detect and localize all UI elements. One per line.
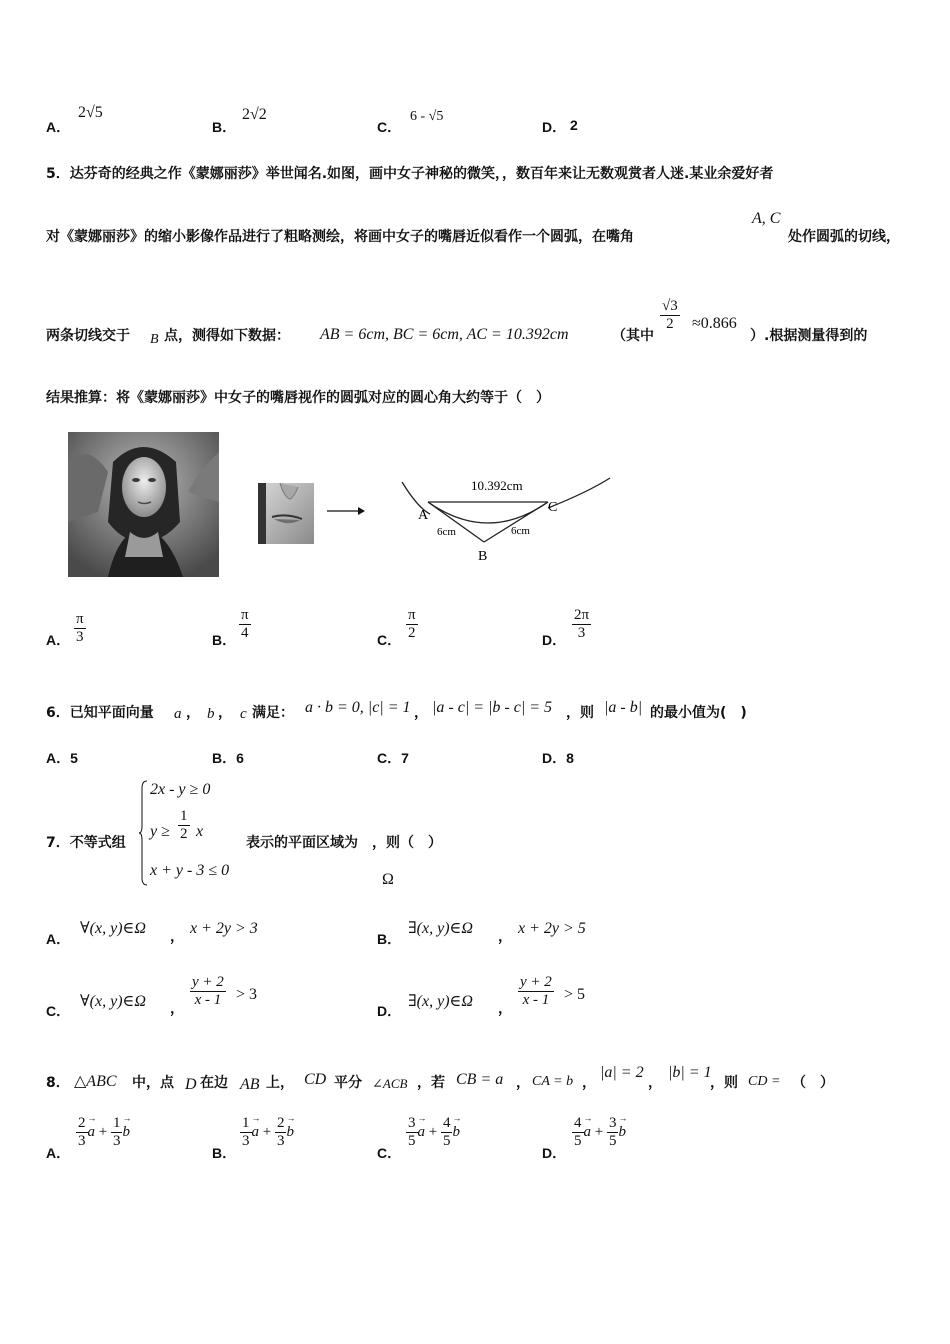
q5-option-d-value bbox=[572, 607, 591, 643]
q8-c-frac2-den: 5 bbox=[442, 1133, 451, 1150]
q8-a-plus: + bbox=[98, 1124, 108, 1141]
mouth-closeup-image bbox=[258, 483, 314, 544]
q7-option-b-condition: x + 2y > 5 bbox=[518, 920, 586, 937]
q7-option-c-sep: ， bbox=[170, 1001, 184, 1017]
arc-diagram-point-a: A bbox=[418, 508, 429, 523]
q8-a-vector-b: → b bbox=[122, 1124, 130, 1141]
q8-d-vector-a: → a bbox=[584, 1124, 592, 1141]
q8-b-plus: + bbox=[262, 1124, 272, 1141]
q5-line-1: 5．达芬奇的经典之作《蒙娜丽莎》举世闻名.如图，画中女子神秘的微笑，，数百年来让无数观赏者人迷.某业余爱好者 bbox=[46, 166, 774, 182]
q6-condition-1: a · b = 0, |c| = 1 bbox=[305, 699, 411, 716]
arc-diagram-point-b: B bbox=[478, 549, 488, 564]
arc-diagram-ac-label: 10.392cm bbox=[471, 478, 523, 493]
q8-text-7: （ ） bbox=[792, 1075, 834, 1091]
mona-lisa-image bbox=[68, 432, 219, 577]
q5-option-b-label: B． bbox=[212, 632, 237, 648]
q7-option-d-num: y + 2 bbox=[518, 974, 554, 992]
q8-c-vector-a: → a bbox=[418, 1124, 426, 1141]
q4-option-b-label: B． bbox=[212, 119, 237, 135]
q4-option-a-label: A． bbox=[46, 119, 71, 135]
q7-omega: Ω bbox=[382, 871, 394, 888]
q8-option-c-expr bbox=[406, 1115, 460, 1151]
q5-option-c-num: π bbox=[406, 607, 418, 625]
q8-ca-equals-b: CA = b bbox=[532, 1074, 574, 1089]
q8-triangle: △ABC bbox=[74, 1073, 117, 1090]
q8-number: 8． bbox=[46, 1075, 70, 1091]
q7-option-b-sep: ， bbox=[498, 929, 512, 945]
q8-text-6: ，则 bbox=[710, 1075, 738, 1091]
q8-comma-2: ， bbox=[582, 1075, 596, 1091]
q8-text-5: ，若 bbox=[417, 1075, 445, 1091]
q5-measurements: AB = 6cm, BC = 6cm, AC = 10.392cm bbox=[320, 326, 569, 343]
q8-text-2: 在边 bbox=[200, 1075, 228, 1091]
q8-a-frac2-den: 3 bbox=[112, 1133, 121, 1150]
q7-option-c-den: x - 1 bbox=[194, 992, 222, 1009]
q8-cd-equals: CD = bbox=[748, 1074, 781, 1089]
q7-option-d-den: x - 1 bbox=[522, 992, 550, 1009]
q8-comma-1: ， bbox=[516, 1075, 530, 1091]
q8-option-b-label: B． bbox=[212, 1145, 237, 1161]
q8-c-frac1-den: 5 bbox=[408, 1133, 416, 1150]
q8-text-1: 中，点 bbox=[132, 1075, 174, 1091]
arc-diagram-point-c: C bbox=[548, 500, 558, 515]
q5-sqrt3-over-2 bbox=[660, 298, 680, 334]
q7-option-a-condition: x + 2y > 3 bbox=[190, 920, 258, 937]
q8-d-frac2-den: 5 bbox=[608, 1133, 617, 1150]
q8-option-a-label: A． bbox=[46, 1145, 71, 1161]
q5-option-a-num: π bbox=[74, 611, 86, 629]
q8-option-c-label: C． bbox=[377, 1145, 402, 1161]
q8-b-vector-b: → b bbox=[286, 1124, 294, 1141]
q5-option-c-label: C． bbox=[377, 632, 402, 648]
q7-half-den: 2 bbox=[180, 826, 188, 843]
q8-d-frac1-num: 4 bbox=[572, 1115, 584, 1133]
q5-line-3c: （其中 bbox=[612, 328, 654, 344]
q5-option-a-den: 3 bbox=[76, 629, 84, 646]
q8-norm-b: |b| = 1 bbox=[668, 1064, 712, 1081]
q7-inequality-2b: x bbox=[196, 823, 204, 840]
q7-option-a-label: A． bbox=[46, 931, 71, 947]
q8-norm-a: |a| = 2 bbox=[600, 1064, 644, 1081]
q8-option-b-expr bbox=[240, 1115, 294, 1151]
q8-angle: ∠ACB bbox=[372, 1076, 408, 1091]
q7-stem-a: 7．不等式组 bbox=[46, 835, 126, 851]
arrow-right-icon bbox=[326, 503, 366, 517]
q8-text-3: 上， bbox=[266, 1075, 294, 1091]
q8-b-frac1-num: 1 bbox=[240, 1115, 252, 1133]
q7-inequality-2a: y ≥ bbox=[150, 823, 170, 840]
q8-option-d-expr bbox=[572, 1115, 626, 1151]
q7-option-c-label: C． bbox=[46, 1003, 71, 1019]
q8-d-plus: + bbox=[594, 1124, 604, 1141]
q8-a-frac1-den: 3 bbox=[78, 1133, 86, 1150]
q6-stem-d: 的最小值为( ) bbox=[650, 705, 747, 721]
q4-option-a-value: 2√5 bbox=[78, 104, 103, 121]
q7-inequality-2-frac bbox=[178, 808, 190, 844]
q8-point-d: D bbox=[185, 1076, 197, 1093]
q5-line-2-math: A, C bbox=[752, 210, 781, 227]
q6-option-a: A．5 bbox=[46, 750, 78, 766]
q4-option-b-value: 2√2 bbox=[242, 106, 267, 123]
q6-condition-2: |a - c| = |b - c| = 5 bbox=[432, 699, 553, 716]
q5-frac-denominator: 2 bbox=[666, 316, 674, 333]
q6-comma-1: ， bbox=[186, 705, 200, 721]
q8-c-frac2-num: 4 bbox=[441, 1115, 453, 1133]
arc-diagram-bc-label: 6cm bbox=[511, 525, 530, 537]
q5-option-d-label: D． bbox=[542, 632, 567, 648]
q7-option-d-quantifier: ∃(x, y)∈Ω bbox=[408, 993, 473, 1010]
q5-line-3b: 点，测得如下数据： bbox=[164, 328, 290, 344]
q5-option-d-num: 2π bbox=[572, 607, 591, 625]
q4-option-d-value: 2 bbox=[570, 117, 578, 133]
q5-line-2b: 处作圆弧的切线， bbox=[788, 229, 900, 245]
q8-b-vector-a: → a bbox=[252, 1124, 260, 1141]
q8-a-frac2-num: 1 bbox=[111, 1115, 123, 1133]
q5-line-4: 结果推算：将《蒙娜丽莎》中女子的嘴唇视作的圆弧对应的圆心角大约等于（ ） bbox=[46, 390, 550, 406]
q5-option-c-value bbox=[406, 607, 418, 643]
q4-option-c-label: C． bbox=[377, 119, 402, 135]
q6-stem-b: 满足： bbox=[252, 705, 294, 721]
q8-c-plus: + bbox=[428, 1124, 438, 1141]
q8-d-frac2-num: 3 bbox=[607, 1115, 619, 1133]
q5-line-3d: ）.根据测量得到的 bbox=[750, 328, 868, 344]
q8-b-frac2-num: 2 bbox=[275, 1115, 287, 1133]
q5-option-d-den: 3 bbox=[577, 625, 586, 642]
q5-option-a-label: A． bbox=[46, 632, 71, 648]
q7-option-b-label: B． bbox=[377, 931, 402, 947]
q7-option-c-rhs: > 3 bbox=[236, 986, 258, 1003]
q7-option-c-frac bbox=[190, 974, 226, 1010]
q5-option-b-value bbox=[239, 607, 251, 643]
q8-a-frac1-num: 2 bbox=[76, 1115, 88, 1133]
q8-d-frac1-den: 5 bbox=[574, 1133, 582, 1150]
q8-cb-equals-a: CB = a bbox=[456, 1071, 504, 1088]
q6-option-d: D．8 bbox=[542, 750, 574, 766]
q7-option-a-sep: ， bbox=[170, 929, 184, 945]
q7-option-c-quantifier: ∀(x, y)∈Ω bbox=[80, 993, 146, 1010]
q6-vector-b: b bbox=[207, 706, 215, 722]
q7-inequality-3: x + y - 3 ≤ 0 bbox=[150, 862, 230, 879]
q7-option-d-frac bbox=[518, 974, 554, 1010]
q6-comma-3: ， bbox=[414, 705, 428, 721]
q5-option-c-den: 2 bbox=[408, 625, 416, 642]
q7-stem-b: 表示的平面区域为 ，则（ ） bbox=[246, 835, 442, 851]
q8-side-ab: AB bbox=[240, 1076, 260, 1093]
q7-inequality-1: 2x - y ≥ 0 bbox=[150, 781, 211, 798]
q6-stem-a: 6．已知平面向量 bbox=[46, 705, 154, 721]
q6-stem-c: ，则 bbox=[566, 705, 594, 721]
q5-option-b-den: 4 bbox=[241, 625, 249, 642]
q7-option-d-rhs: > 5 bbox=[564, 986, 586, 1003]
q8-option-a-expr bbox=[76, 1115, 130, 1151]
q6-comma-2: ， bbox=[218, 705, 232, 721]
q8-a-vector-a: → a bbox=[88, 1124, 96, 1141]
q7-brace bbox=[138, 780, 148, 886]
q5-line-3a: 两条切线交于 bbox=[46, 328, 130, 344]
q6-option-c: C．7 bbox=[377, 750, 409, 766]
q4-option-d-label: D． bbox=[542, 119, 567, 135]
q8-text-4: 平分 bbox=[334, 1075, 362, 1091]
q7-option-d-sep: ， bbox=[498, 1001, 512, 1017]
q4-option-c-value: 6 - √5 bbox=[410, 109, 444, 124]
q6-target-expression: |a - b| bbox=[604, 699, 643, 716]
q7-option-d-label: D． bbox=[377, 1003, 402, 1019]
arc-diagram bbox=[398, 472, 614, 566]
q8-comma-3: ， bbox=[648, 1075, 662, 1091]
q7-option-a-quantifier: ∀(x, y)∈Ω bbox=[80, 920, 146, 937]
q8-segment-cd: CD bbox=[304, 1071, 327, 1088]
q8-option-d-label: D． bbox=[542, 1145, 567, 1161]
q5-frac-numerator: √3 bbox=[660, 298, 680, 316]
q5-option-b-num: π bbox=[239, 607, 251, 625]
q6-vector-a: a bbox=[174, 706, 182, 722]
q6-option-b: B．6 bbox=[212, 750, 244, 766]
q8-c-frac1-num: 3 bbox=[406, 1115, 418, 1133]
q6-vector-c: c bbox=[240, 706, 247, 722]
q5-option-a-value bbox=[74, 611, 86, 647]
q7-half-num: 1 bbox=[178, 808, 190, 826]
q5-line-2a: 对《蒙娜丽莎》的缩小影像作品进行了粗略测绘，将画中女子的嘴唇近似看作一个圆弧，在嘴角 bbox=[46, 229, 634, 245]
arc-diagram-ab-label: 6cm bbox=[437, 526, 456, 538]
q8-b-frac1-den: 3 bbox=[242, 1133, 250, 1150]
q5-approx: ≈0.866 bbox=[692, 315, 737, 332]
q8-b-frac2-den: 3 bbox=[276, 1133, 285, 1150]
q7-option-b-quantifier: ∃(x, y)∈Ω bbox=[408, 920, 473, 937]
q7-option-c-num: y + 2 bbox=[190, 974, 226, 992]
q8-d-vector-b: → b bbox=[618, 1124, 626, 1141]
q5-line-3-point-b: B bbox=[150, 332, 159, 347]
q8-c-vector-b: → b bbox=[452, 1124, 460, 1141]
